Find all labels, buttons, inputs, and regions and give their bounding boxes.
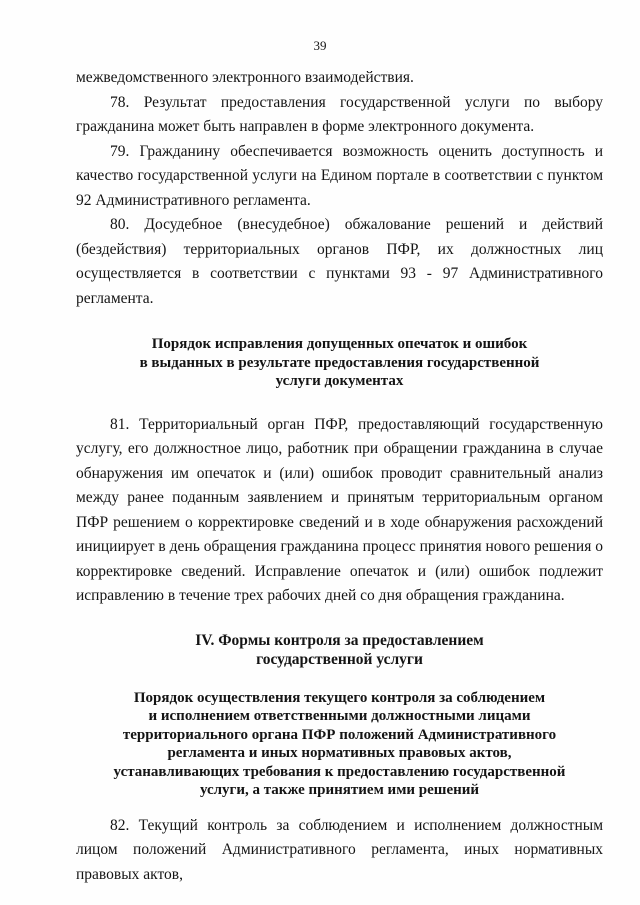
paragraph-80: 80. Досудебное (внесудебное) обжалование решений и действий (бездействия) территориальных органов ПФР, их должностных лиц осуществляется в соответствии с пунктами 93 - 97 Административного регламента. — [76, 216, 603, 307]
heading-line: регламента и иных нормативных правовых актов, — [167, 745, 512, 761]
paragraph-81: 81. Территориальный орган ПФР, предоставляющий государственную услугу, его должностное лицо, работник при обращении гражданина в случае обнаружения им опечаток и (или) ошибок проводит сравнительный анализ между ранее поданным заявлением и принятым территориальным органом ПФР решением о корректировке сведений и в ходе обнаружения расхождений инициирует в день обращения гражданина процесс принятия нового решения о корректировке сведений. Исправление опечаток и (или) ошибок подлежит исправлению в течение трех рабочих дней со дня обращения гражданина. — [76, 415, 603, 604]
heading-line: устанавливающих требования к предоставлению государственной — [113, 763, 566, 780]
paragraph-82: 82. Текущий контроль за соблюдением и исполнением должностным лицом положений Административного регламента, иных нормативных правовых актов, — [76, 816, 603, 883]
section-heading-error-correction — [76, 335, 603, 391]
heading-line: услуги документах — [275, 373, 404, 389]
paragraph-continuation: межведомственного электронного взаимодействия. — [76, 69, 414, 86]
document-body — [76, 66, 603, 887]
heading-line: в выданных в результате предоставления государственной — [139, 354, 540, 371]
heading-line: территориального органа ПФР положений Административного — [122, 726, 557, 743]
part-heading-iv — [76, 631, 603, 669]
heading-line: Порядок осуществления текущего контроля за соблюдением — [133, 689, 546, 706]
paragraph-79: 79. Гражданину обеспечивается возможность оценить доступность и качество государственной услуги на Едином портале в соответствии с пунктом 92 Административного регламента. — [76, 142, 603, 209]
paragraph-78: 78. Результат предоставления государственной услуги по выбору гражданина может быть направлен в форме электронного документа. — [76, 93, 603, 135]
heading-line: государственной услуги — [256, 650, 423, 668]
heading-line: и исполнением ответственными должностными лицами — [148, 708, 531, 724]
heading-line: услуги, а также принятием ими решений — [199, 782, 480, 798]
heading-line: IV. Формы контроля за предоставлением — [195, 631, 484, 649]
page-number: 39 — [313, 38, 327, 53]
heading-line: Порядок исправления допущенных опечаток и ошибок — [151, 336, 528, 352]
section-heading-current-control — [76, 689, 603, 800]
